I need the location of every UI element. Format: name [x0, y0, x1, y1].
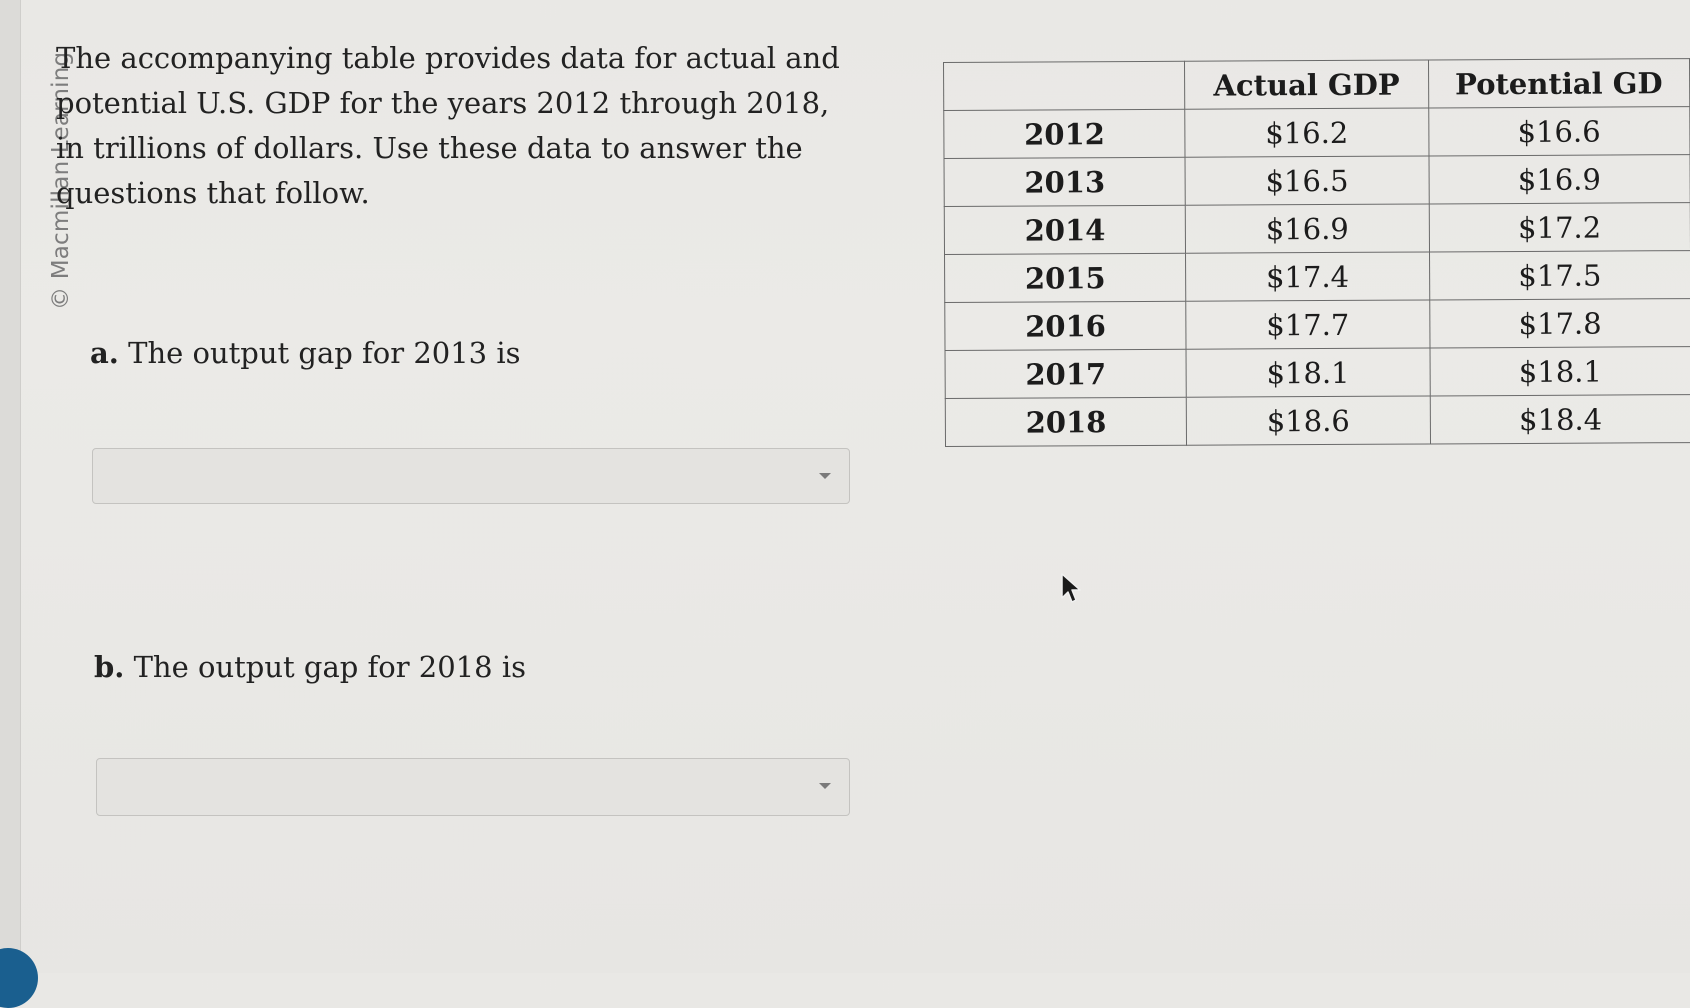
- question-a-text: The output gap for 2013 is: [128, 336, 521, 370]
- table-row: [945, 395, 1690, 447]
- actual-gdp-cell: $18.1: [1186, 348, 1429, 397]
- year-cell: 2016: [945, 301, 1187, 350]
- question-a-letter: a.: [90, 336, 119, 370]
- answer-b-dropdown[interactable]: [96, 758, 850, 816]
- actual-gdp-cell: $17.4: [1186, 252, 1429, 301]
- actual-gdp-cell: $17.7: [1186, 300, 1429, 349]
- actual-gdp-cell: $18.6: [1187, 396, 1430, 445]
- table-row: [945, 347, 1690, 399]
- gdp-table-viewport: [943, 40, 1690, 500]
- gdp-table: [943, 58, 1690, 447]
- potential-gdp-cell: $18.1: [1430, 347, 1690, 396]
- year-cell: 2017: [945, 349, 1187, 398]
- corner-accent: [0, 948, 38, 1008]
- mouse-pointer-icon: [1060, 572, 1082, 606]
- table-row: [944, 203, 1690, 255]
- left-edge-panel: [0, 0, 21, 973]
- year-cell: 2012: [944, 109, 1186, 158]
- year-cell: 2014: [944, 205, 1186, 254]
- year-cell: 2013: [944, 157, 1186, 206]
- question-b: [94, 650, 526, 684]
- potential-gdp-cell: $16.6: [1428, 107, 1690, 156]
- potential-gdp-cell: $17.2: [1429, 203, 1690, 252]
- table-row: [944, 107, 1690, 159]
- intro-text: The accompanying table provides data for actual and potential U.S. GDP for the years 2012 through 2018, in trillions of dollars. Use these data to answer the questions that follow.: [56, 41, 840, 210]
- year-cell: 2018: [945, 397, 1187, 446]
- year-cell: 2015: [945, 253, 1187, 302]
- table-row: [945, 251, 1690, 303]
- answer-a-dropdown[interactable]: [92, 448, 850, 504]
- potential-gdp-cell: $17.5: [1429, 251, 1690, 300]
- chevron-down-icon: [819, 783, 831, 789]
- copyright-credit: © Macmillan Learning: [48, 51, 74, 310]
- chevron-down-icon: [819, 473, 831, 479]
- table-row: [944, 155, 1690, 207]
- potential-gdp-cell: $17.8: [1429, 299, 1690, 348]
- header-year: [944, 61, 1186, 110]
- table-row: [945, 299, 1690, 351]
- actual-gdp-cell: $16.2: [1185, 108, 1428, 157]
- actual-gdp-cell: $16.5: [1185, 156, 1428, 205]
- question-a: [90, 336, 521, 370]
- question-b-letter: b.: [94, 650, 125, 684]
- potential-gdp-cell: $18.4: [1430, 395, 1690, 444]
- table-header-row: [944, 59, 1690, 111]
- gdp-table-wrapper: [943, 58, 1690, 447]
- header-actual-gdp: Actual GDP: [1185, 60, 1428, 109]
- question-b-text: The output gap for 2018 is: [133, 650, 526, 684]
- header-potential-gdp: Potential GD: [1428, 59, 1690, 108]
- actual-gdp-cell: $16.9: [1186, 204, 1429, 253]
- potential-gdp-cell: $16.9: [1429, 155, 1690, 204]
